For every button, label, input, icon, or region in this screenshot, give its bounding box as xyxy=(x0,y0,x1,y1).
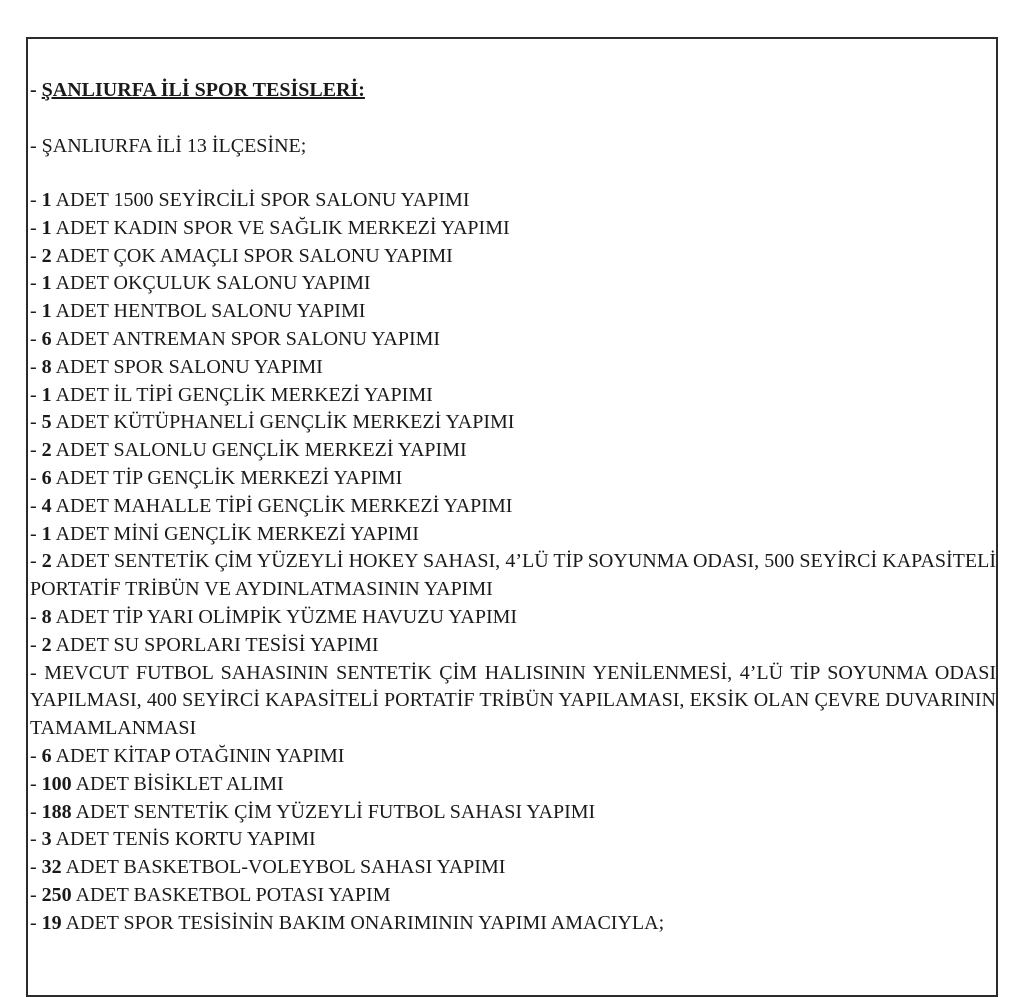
item-count: 1 xyxy=(41,189,52,211)
item-count: 32 xyxy=(41,856,62,879)
list-item: - 6 ADET ANTREMAN SPOR SALONU YAPIMI xyxy=(30,327,441,350)
item-count: 8 xyxy=(41,605,52,628)
item-text: ADET SPOR TESİSİNİN BAKIM ONARIMININ YAPIMI AMACIYLA; xyxy=(65,911,665,934)
item-text: ADET TENİS KORTU YAPIMI xyxy=(55,828,316,851)
list-item: - 1 ADET 1500 SEYİRCİLİ SPOR SALONU YAPIMI xyxy=(30,189,470,211)
item-count: 8 xyxy=(41,355,52,378)
item-count: 2 xyxy=(41,439,52,462)
item-count: 1 xyxy=(41,522,52,545)
document-title-text: ŞANLIURFA İLİ SPOR TESİSLERİ: xyxy=(41,79,365,101)
item-text: ADET KÜTÜPHANELİ GENÇLİK MERKEZİ YAPIMI xyxy=(55,411,515,434)
list-item: - 188 ADET SENTETİK ÇİM YÜZEYLİ FUTBOL SAHASI YAPIMI xyxy=(30,800,596,823)
list-item: - 1 ADET İL TİPİ GENÇLİK MERKEZİ YAPIMI xyxy=(30,383,433,406)
list-item: - 2 ADET ÇOK AMAÇLI SPOR SALONU YAPIMI xyxy=(30,244,453,267)
item-count: 1 xyxy=(41,272,52,295)
list-item: - 1 ADET HENTBOL SALONU YAPIMI xyxy=(30,300,366,323)
item-text: ADET MİNİ GENÇLİK MERKEZİ YAPIMI xyxy=(55,522,419,545)
item-text: ADET TİP GENÇLİK MERKEZİ YAPIMI xyxy=(55,466,403,489)
item-count: 1 xyxy=(41,300,52,323)
list-item: - 8 ADET TİP YARI OLİMPİK YÜZME HAVUZU YAPIMI xyxy=(30,605,518,628)
item-text: ADET HENTBOL SALONU YAPIMI xyxy=(55,300,366,323)
list-item: - 2 ADET SENTETİK ÇİM YÜZEYLİ HOKEY SAHASI, 4’LÜ TİP SOYUNMA ODASI, 500 SEYİRCİ KAPASİTELİ PORTATİF TRİBÜN VE AYDINLATMASININ YAPIMI xyxy=(30,550,996,601)
item-count: 188 xyxy=(41,800,72,823)
item-text: ADET SPOR SALONU YAPIMI xyxy=(55,355,323,378)
document-body xyxy=(30,77,996,938)
item-text: ADET OKÇULUK SALONU YAPIMI xyxy=(55,272,371,295)
item-count: 2 xyxy=(41,550,52,573)
list-item: - 1 ADET MİNİ GENÇLİK MERKEZİ YAPIMI xyxy=(30,522,419,545)
item-text: ADET BİSİKLET ALIMI xyxy=(75,772,284,795)
list-item: - 3 ADET TENİS KORTU YAPIMI xyxy=(30,828,316,851)
list-item: - 8 ADET SPOR SALONU YAPIMI xyxy=(30,355,323,378)
list-item: - 2 ADET SU SPORLARI TESİSİ YAPIMI xyxy=(30,633,379,656)
list-item: - 19 ADET SPOR TESİSİNİN BAKIM ONARIMININ YAPIMI AMACIYLA; xyxy=(30,911,665,934)
item-text: ADET BASKETBOL-VOLEYBOL SAHASI YAPIMI xyxy=(65,856,506,879)
item-count: 5 xyxy=(41,411,52,434)
document-frame xyxy=(26,37,998,997)
item-text: ADET SALONLU GENÇLİK MERKEZİ YAPIMI xyxy=(55,439,467,462)
item-text: ADET 1500 SEYİRCİLİ SPOR SALONU YAPIMI xyxy=(55,189,470,211)
item-count: 19 xyxy=(41,911,62,934)
list-item: - 1 ADET OKÇULUK SALONU YAPIMI xyxy=(30,272,371,295)
item-count: 4 xyxy=(41,494,52,517)
item-text: ADET İL TİPİ GENÇLİK MERKEZİ YAPIMI xyxy=(55,383,433,406)
item-text: ADET BASKETBOL POTASI YAPIM xyxy=(75,883,391,906)
item-text: ADET SENTETİK ÇİM YÜZEYLİ HOKEY SAHASI, 4’LÜ TİP SOYUNMA ODASI, 500 SEYİRCİ KAPASİTELİ PORTATİF TRİBÜN VE AYDINLATMASININ YAPIMI xyxy=(30,550,996,601)
list-item: - 6 ADET KİTAP OTAĞININ YAPIMI xyxy=(30,744,345,767)
item-text: ADET SENTETİK ÇİM YÜZEYLİ FUTBOL SAHASI YAPIMI xyxy=(75,800,596,823)
list-item: - 32 ADET BASKETBOL-VOLEYBOL SAHASI YAPIMI xyxy=(30,856,506,879)
list-item: - 250 ADET BASKETBOL POTASI YAPIM xyxy=(30,883,391,906)
list-item: - 5 ADET KÜTÜPHANELİ GENÇLİK MERKEZİ YAPIMI xyxy=(30,411,515,434)
list-item: - 1 ADET KADIN SPOR VE SAĞLIK MERKEZİ YAPIMI xyxy=(30,216,510,239)
item-text: ADET KADIN SPOR VE SAĞLIK MERKEZİ YAPIMI xyxy=(55,216,510,239)
item-count: 3 xyxy=(41,828,52,851)
item-count: 6 xyxy=(41,327,52,350)
list-item: - 2 ADET SALONLU GENÇLİK MERKEZİ YAPIMI xyxy=(30,439,467,462)
item-count: 6 xyxy=(41,744,52,767)
list-item: - 4 ADET MAHALLE TİPİ GENÇLİK MERKEZİ YAPIMI xyxy=(30,494,513,517)
item-text: ADET ÇOK AMAÇLI SPOR SALONU YAPIMI xyxy=(55,244,453,267)
item-text: ADET TİP YARI OLİMPİK YÜZME HAVUZU YAPIMI xyxy=(55,605,518,628)
list-item: - 6 ADET TİP GENÇLİK MERKEZİ YAPIMI xyxy=(30,466,403,489)
item-count: 2 xyxy=(41,244,52,267)
list-item: - 100 ADET BİSİKLET ALIMI xyxy=(30,772,284,795)
item-count: 6 xyxy=(41,466,52,489)
item-count: 250 xyxy=(41,883,72,906)
item-count: 1 xyxy=(41,216,52,239)
document-intro-text: ŞANLIURFA İLİ 13 İLÇESİNE; xyxy=(41,135,307,157)
item-text: ADET SU SPORLARI TESİSİ YAPIMI xyxy=(55,633,379,656)
item-text: MEVCUT FUTBOL SAHASININ SENTETİK ÇİM HALISININ YENİLENMESİ, 4’LÜ TİP SOYUNMA ODASI YAPILMASI, 400 SEYİRCİ KAPASİTELİ PORTATİF TRİBÜN YAPILAMASI, EKSİK OLAN ÇEVRE DUVARININ TAMAMLANMASI xyxy=(30,661,996,740)
item-count: 2 xyxy=(41,633,52,656)
item-text: ADET MAHALLE TİPİ GENÇLİK MERKEZİ YAPIMI xyxy=(55,494,513,517)
document-title: - ŞANLIURFA İLİ SPOR TESİSLERİ: xyxy=(30,79,365,101)
item-count: 1 xyxy=(41,383,52,406)
list-item: - MEVCUT FUTBOL SAHASININ SENTETİK ÇİM HALISININ YENİLENMESİ, 4’LÜ TİP SOYUNMA ODASI YAPILMASI, 400 SEYİRCİ KAPASİTELİ PORTATİF TRİBÜN YAPILAMASI, EKSİK OLAN ÇEVRE DUVARININ TAMAMLANMASI xyxy=(30,661,996,740)
document-intro: - ŞANLIURFA İLİ 13 İLÇESİNE; xyxy=(30,135,307,157)
item-count: 100 xyxy=(41,772,72,795)
item-text: ADET KİTAP OTAĞININ YAPIMI xyxy=(55,744,345,767)
item-text: ADET ANTREMAN SPOR SALONU YAPIMI xyxy=(55,327,441,350)
facility-list xyxy=(30,187,996,938)
